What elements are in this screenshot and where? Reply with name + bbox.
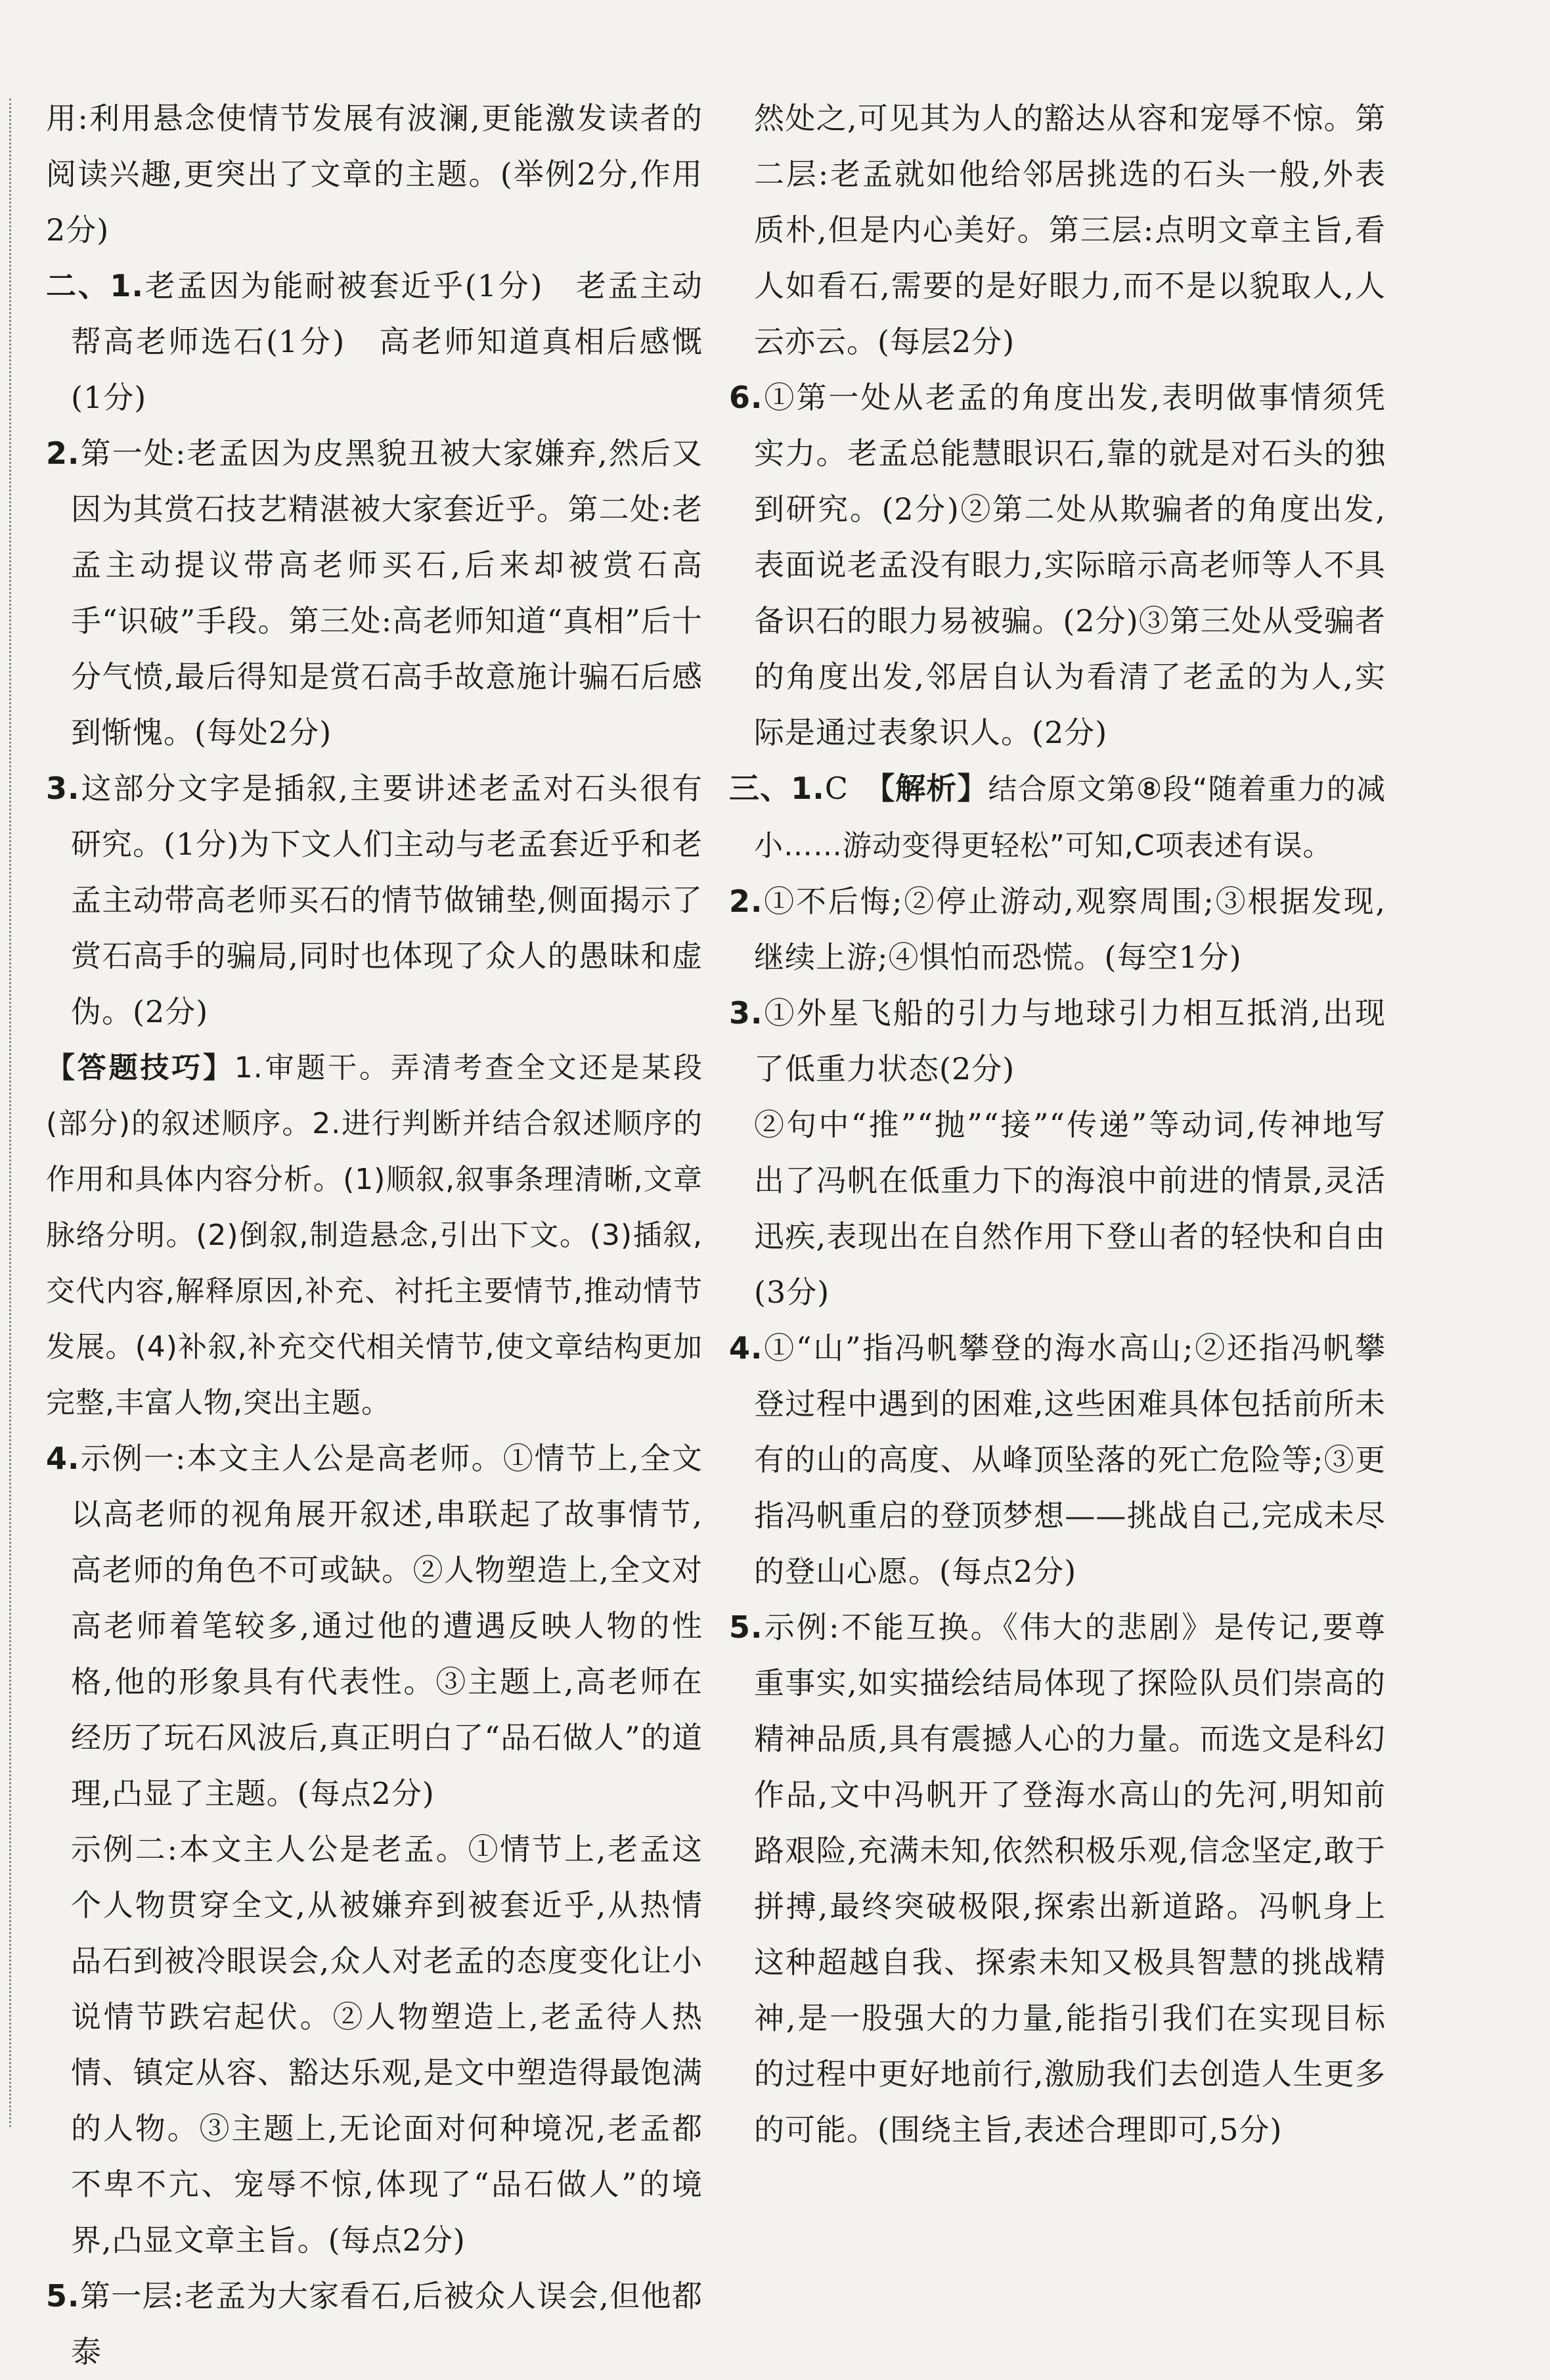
right-column (729, 91, 1386, 2158)
answer-3-2: 2.①不后悔;②停止游动,观察周围;③根据发现,继续上游;④惧怕而恐慌。(每空1分) (729, 884, 1386, 975)
answer-2-4-example-1: 4.示例一:本文主人公是高老师。①情节上,全文以高老师的视角展开叙述,串联起了故事情节,高老师的角色不可或缺。②人物塑造上,全文对高老师着笔较多,通过他的遭遇反映人物的性格,他的形象具有代表性。③主题上,高老师在经历了玩石风波后,真正明白了“品石做人”的道理,凸显了主题。(每点2分) (46, 1441, 703, 1811)
answer-part-1-end: 用:利用悬念使情节发展有波澜,更能激发读者的阅读兴趣,更突出了文章的主题。(举例2分,作用2分) (46, 101, 703, 248)
answer-2-5-start: 5.第一层:老孟为大家看石,后被众人误会,但他都泰 (46, 2278, 703, 2369)
answer-2-4-example-2: 示例二:本文主人公是老孟。①情节上,老孟这个人物贯穿全文,从被嫌弃到被套近乎,从热情品石到被冷眼误会,众人对老孟的态度变化让小说情节跌宕起伏。②人物塑造上,老孟待人热情、镇定从容、豁达乐观,是文中塑造得最饱满的人物。③主题上,无论面对何种境况,老孟都不卑不亢、宠辱不惊,体现了“品石做人”的境界,凸显文章主旨。(每点2分) (71, 1831, 703, 2258)
answer-3-4: 4.①“山”指冯帆攀登的海水高山;②还指冯帆攀登过程中遇到的困难,这些困难具体包括前所未有的山的高度、从峰顶坠落的死亡危险等;③更指冯帆重启的登顶梦想——挑战自己,完成未尽的登山心愿。(每点2分) (729, 1330, 1386, 1589)
answer-2-5-cont: 然处之,可见其为人的豁达从容和宠辱不惊。第二层:老孟就如他给邻居挑选的石头一般,外表质朴,但是内心美好。第三层:点明文章主旨,看人如看石,需要的是好眼力,而不是以貌取人,人云亦云。(每层2分) (754, 101, 1386, 359)
answer-2-2: 2.第一处:老孟因为皮黑貌丑被大家嫌弃,然后又因为其赏石技艺精湛被大家套近乎。第二处:老孟主动提议带高老师买石,后来却被赏石高手“识破”手段。第三处:高老师知道“真相”后十分气愤,最后得知是赏石高手故意施计骗石后感到惭愧。(每处2分) (46, 436, 703, 750)
answer-3-1: 三、1.C 【解析】结合原文第⑧段“随着重力的减小……游动变得更轻松”可知,C项表述有误。 (729, 771, 1386, 863)
answer-2-6: 6.①第一处从老孟的角度出发,表明做事情须凭实力。老孟总能慧眼识石,靠的就是对石头的独到研究。(2分)②第二处从欺骗者的角度出发,表面说老孟没有眼力,实际暗示高老师等人不具备识石的眼力易被骗。(2分)③第三处从受骗者的角度出发,邻居自认为看清了老孟的为人,实际是通过表象识人。(2分) (729, 380, 1386, 750)
answer-3-5: 5.示例:不能互换。《伟大的悲剧》是传记,要尊重事实,如实描绘结局体现了探险队员们崇高的精神品质,具有震撼人心的力量。而选文是科幻作品,文中冯帆开了登海水高山的先河,明知前路艰险,充满未知,依然积极乐观,信念坚定,敢于拼搏,最终突破极限,探索出新道路。冯帆身上这种超越自我、探索未知又极具智慧的挑战精神,是一股强大的力量,能指引我们在实现目标的过程中更好地前行,激励我们去创造人生更多的可能。(围绕主旨,表述合理即可,5分) (729, 1609, 1386, 2147)
answer-2-1: 二、1.老孟因为能耐被套近乎(1分) 老孟主动帮高老师选石(1分) 高老师知道真相后感慨(1分) (46, 268, 703, 415)
margin-dotted-rule (9, 99, 11, 2127)
answer-tip: 【答题技巧】1.审题干。弄清考查全文还是某段(部分)的叙述顺序。2.进行判断并结合叙述顺序的作用和具体内容分析。(1)顺叙,叙事条理清晰,文章脉络分明。(2)倒叙,制造悬念,引出下文。(3)插叙,交代内容,解释原因,补充、衬托主要情节,推动情节发展。(4)补叙,补充交代相关情节,使文章结构更加完整,丰富人物,突出主题。 (46, 1051, 703, 1420)
answer-3-3-part-2: ②句中“推”“抛”“接”“传递”等动词,传神地写出了冯帆在低重力下的海浪中前进的情景,灵活迅疾,表现出在自然作用下登山者的轻快和自由(3分) (754, 1107, 1386, 1310)
left-column (46, 91, 703, 2380)
answer-2-3: 3.这部分文字是插叙,主要讲述老孟对石头很有研究。(1分)为下文人们主动与老孟套近乎和老孟主动带高老师买石的情节做铺垫,侧面揭示了赏石高手的骗局,同时也体现了众人的愚昧和虚伪。(2分) (46, 771, 703, 1029)
answer-3-3: 3.①外星飞船的引力与地球引力相互抵消,出现了低重力状态(2分) (729, 995, 1386, 1087)
